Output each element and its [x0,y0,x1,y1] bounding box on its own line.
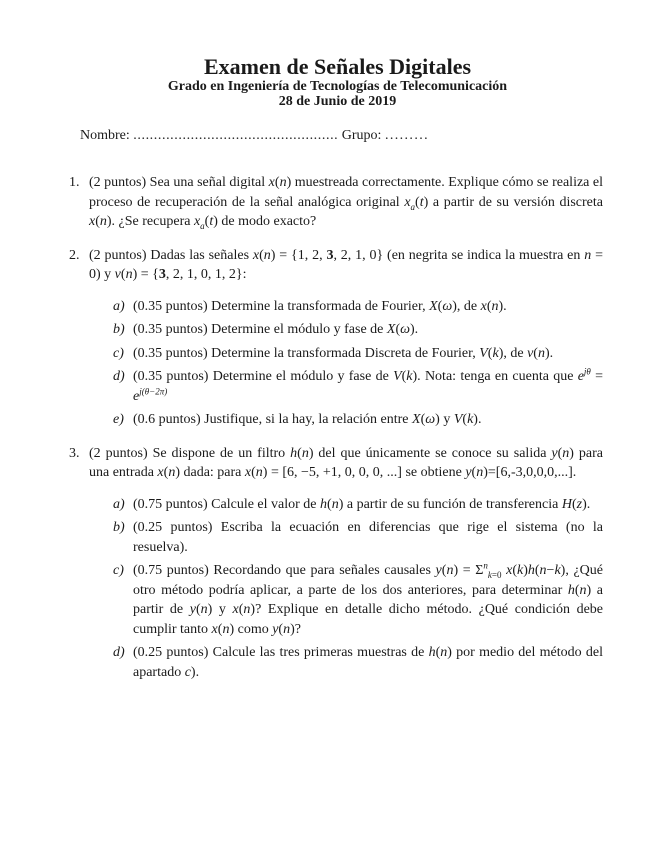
group-label: Grupo: [341,128,382,143]
subquestion-letter: b) [113,322,125,337]
name-label: Nombre: [80,128,130,143]
degree-subtitle: Grado en Ingeniería de Tecnologías de Telecomunicación [167,79,508,94]
subquestion-letter: e) [113,412,124,427]
question-points: (2 puntos) [89,175,147,190]
question-points: (2 puntos) [89,247,147,263]
subquestion-letter: a) [113,496,125,512]
subquestion-letter: a) [113,298,125,314]
subquestion-points: (0.25 puntos) [133,520,213,535]
subquestion-3c: c) (0.75 puntos) Recordando que para señales causales $y(n) = \Sigma^n_{k=0}$ x(k)h(n−k), ¿Qué otro método podría aplicar, a parte de los dos anteriores, para determinar h(n) a partir de y(n) y x(n)? Explique en detalle dicho método. ¿Qué condición debe cumplir tanto x(n) como y(n)? [113,560,604,637]
group-fill-line: ......... [384,128,430,143]
subquestion-letter: c) [113,345,124,361]
subquestion-letter: c) [113,563,124,578]
subquestion-2d: d) (0.35 puntos) Determine el módulo y fase de V(k). Nota: tenga en cuenta que $e^{j\theta} = e^{j(\theta-2\pi)}$ [113,366,603,404]
subquestion-points: (0.35 puntos) [133,369,209,384]
subquestion-points: (0.35 puntos) [133,322,208,337]
subquestion-list [113,297,603,430]
subquestion-points: (0.35 puntos) [133,298,208,314]
subquestion-list [113,495,604,683]
name-group-line [80,127,603,145]
question-number: 3. [69,445,80,461]
question-2 [69,246,603,430]
exam-header [72,54,603,145]
subquestion-points: (0.25 puntos) [133,645,209,660]
name-fill-line: .................................................. [133,128,339,143]
question-text: (2 puntos) Dadas las señales x(n) = {1, 2, 3, 2, 1, 0} (en negrita se indica la muestra en n = 0) y v(n) = {3, 2, 1, 0, 1, 2}: a) (0.35 puntos) Determine la transformada de Fourier, X(ω), de x(n). b) (0.35 puntos) Determine el módulo y fase de X(ω). c) (0.35 puntos) Determine la transformada Discreta de Fourier, V(k), de v(n). d) (0.35 puntos) Determine el módulo y fase de V(k). Nota: tenga en cuenta que $e^{j\theta} = e^{j(\theta-2\pi)}$ e) (0.6 puntos) Justifique, si la hay, la relación entre X(ω) y V(k). [89,246,603,430]
subquestion-points: (0.75 puntos) [133,496,208,512]
subquestion-2c: c) (0.35 puntos) Determine la transformada Discreta de Fourier, V(k), de v(n). [119,344,603,364]
subquestion-letter: d) [113,369,125,384]
subquestion-points: (0.35 puntos) [133,345,208,361]
question-text: (2 puntos) Se dispone de un filtro h(n) del que únicamente se conoce su salida y(n) para una entrada x(n) dada: para x(n) = [6, −5, +1, 0, 0, 0, ...] se obtiene y(n)=[6,-3,0,0,0,...]. a) (0.75 puntos) Calcule el valor de h(n) a partir de su función de transferencia H(z). b) (0.25 puntos) Escriba la ecuación en diferencias que rige el sistema (no la resuelva). c) (0.75 puntos) Recordando que para señales causales $y(n) = \Sigma^n_{k=0}$ x(k)h(n−k), ¿Qué otro método podría aplicar, a parte de los dos anteriores, para determinar h(n) a partir de y(n) y x(n)? Explique en detalle dicho método. ¿Qué condición debe cumplir tanto x(n) como y(n)? d) (0.25 puntos) Calcule las tres primeras muestras de h(n) por medio del método del apartado c). [89,444,603,683]
question-3 [69,444,604,683]
subquestion-2e: e) (0.6 puntos) Justifique, si la hay, la relación entre X(ω) y V(k). [119,410,603,430]
subquestion-3d: d) (0.25 puntos) Calcule las tres primeras muestras de h(n) por medio del método del apartado c). [113,645,603,680]
subquestion-3a: a) (0.75 puntos) Calcule el valor de h(n) a partir de su función de transferencia H(z). [119,495,603,515]
exam-title: Examen de Señales Digitales [203,54,472,79]
question-1 [69,173,603,232]
question-number: 2. [69,247,80,263]
subquestion-2b: b) (0.35 puntos) Determine el módulo y fase de X(ω). [119,320,603,340]
question-points: (2 puntos) [89,445,148,461]
subquestion-letter: b) [113,520,125,535]
subquestion-letter: d) [113,645,125,660]
exam-date: 28 de Junio de 2019 [278,94,397,109]
question-list [69,173,604,682]
subquestion-2a: a) (0.35 puntos) Determine la transformada de Fourier, X(ω), de x(n). [119,297,603,317]
question-text: (2 puntos) Sea una señal digital x(n) muestreada correctamente. Explique cómo se realiza el proceso de recuperación de la señal analógica original $x_a(t)$ a partir de su versión discreta x(n). ¿Se recupera $x_a(t)$ de modo exacto? [89,175,603,231]
subquestion-3b: b) (0.25 puntos) Escriba la ecuación en diferencias que rige el sistema (no la resuelva). [113,520,603,555]
subquestion-points: (0.6 puntos) [133,412,201,427]
question-number: 1. [69,175,80,190]
subquestion-points: (0.75 puntos) [133,563,209,578]
